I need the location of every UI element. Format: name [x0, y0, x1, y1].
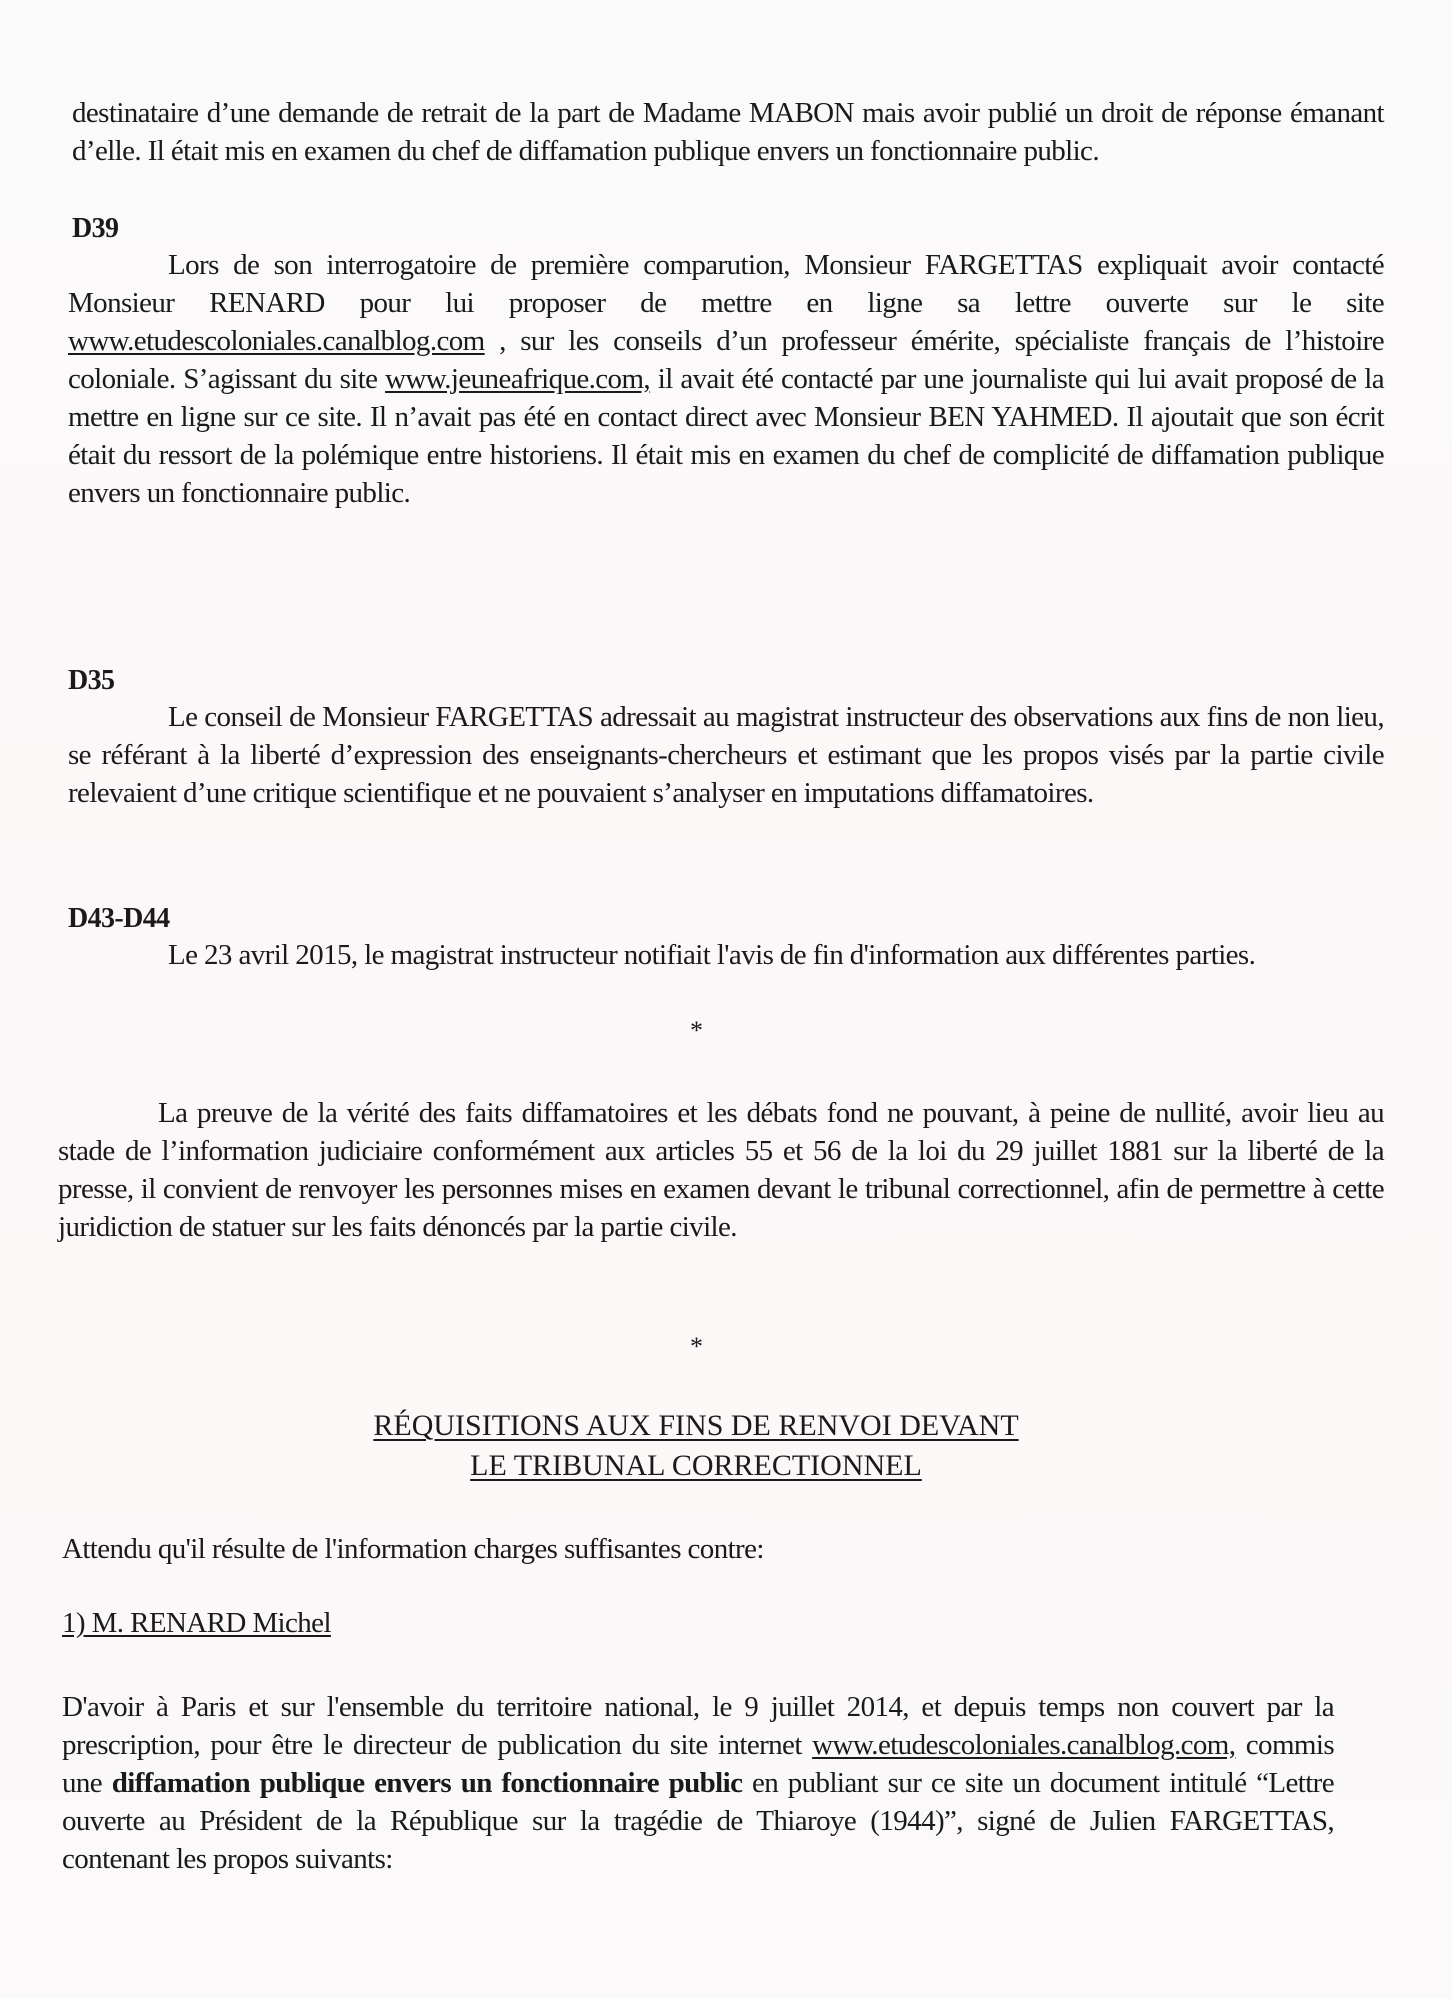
paragraph-d39 [68, 246, 1384, 512]
bold-charge: diffamation publique envers un fonctionnaire public [111, 1767, 743, 1799]
section-heading-d35: D35 [68, 665, 115, 696]
paragraph-d35 [68, 698, 1384, 812]
separator-star: * [690, 1016, 703, 1045]
paragraph-text: Le conseil de Monsieur FARGETTAS adressait au magistrat instructeur des observations aux fins de non lieu, se référant à la liberté d’expression des enseignants-chercheurs et estimant que les propos visés par la partie civile relevaient d’une critique scientifique et ne pouvaient s’analyser en imputations diffamatoires. [68, 701, 1384, 809]
paragraph-preuve [58, 1094, 1384, 1246]
paragraph-intro [72, 94, 1384, 170]
text-segment: Lors de son interrogatoire de première comparution, Monsieur FARGETTAS expliquait avoir contacté Monsieur RENARD pour lui proposer de mettre en ligne sa lettre ouverte sur le site [68, 249, 1384, 319]
title-line-2: LE TRIBUNAL CORRECTIONNEL [470, 1449, 922, 1482]
link-jeuneafrique[interactable]: www.jeuneafrique.com, [385, 363, 651, 395]
attendu-line: Attendu qu'il résulte de l'information charges suffisantes contre: [62, 1533, 764, 1565]
paragraph-d43 [58, 936, 1384, 974]
section-heading-d39: D39 [72, 213, 119, 244]
text-segment: commis une [62, 1729, 1335, 1799]
text-segment: D'avoir à Paris et sur l'ensemble du territoire national, le 9 juillet 2014, et depuis temps non couvert par la prescription, pour être le directeur de publication du site internet [62, 1691, 1334, 1761]
section-title [0, 1406, 1422, 1486]
text-segment: il avait été contacté par une journaliste qui lui avait proposé de la mettre en ligne sur ce site. Il n’avait pas été en contact direct avec Monsieur BEN YAHMED. Il ajoutait que son écrit était du ressort de la polémique entre historiens. Il était mis en examen du chef de complicité de diffamation publique envers un fonctionnaire public. [68, 363, 1384, 509]
separator-star: * [690, 1332, 703, 1361]
paragraph-text: La preuve de la vérité des faits diffamatoires et les débats fond ne pouvant, à peine de nullité, avoir lieu au stade de l’information judiciaire conformément aux articles 55 et 56 de la loi du 29 juillet 1881 sur la liberté de la presse, il convient de renvoyer les personnes mises en examen devant le tribunal correctionnel, afin de permettre à cette juridiction de statuer sur les faits dénoncés par la partie civile. [58, 1097, 1384, 1243]
paragraph-text: destinataire d’une demande de retrait de la part de Madame MABON mais avoir publié un droit de réponse émanant d’elle. Il était mis en examen du chef de diffamation publique envers un fonctionnaire public. [72, 97, 1384, 167]
text-segment: en publiant sur ce site un document intitulé “Lettre ouverte au Président de la République sur la tragédie de Thiaroye (1944)”, signé de Julien FARGETTAS, contenant les propos suivants: [62, 1767, 1334, 1875]
person-heading: 1) M. RENARD Michel [62, 1607, 331, 1639]
text-segment: , sur les conseils d’un professeur émérite, spécialiste français de l’histoire coloniale. S’agissant du site [68, 325, 1384, 395]
paragraph-charge [62, 1688, 1334, 1878]
link-etudescoloniales[interactable]: www.etudescoloniales.canalblog.com [68, 325, 485, 357]
section-heading-d43-d44: D43-D44 [68, 903, 170, 934]
link-etudescoloniales[interactable]: www.etudescoloniales.canalblog.com, [812, 1729, 1236, 1761]
paragraph-text: Le 23 avril 2015, le magistrat instructeur notifiait l'avis de fin d'information aux différentes parties. [168, 939, 1256, 971]
title-line-1: RÉQUISITIONS AUX FINS DE RENVOI DEVANT [373, 1409, 1019, 1442]
